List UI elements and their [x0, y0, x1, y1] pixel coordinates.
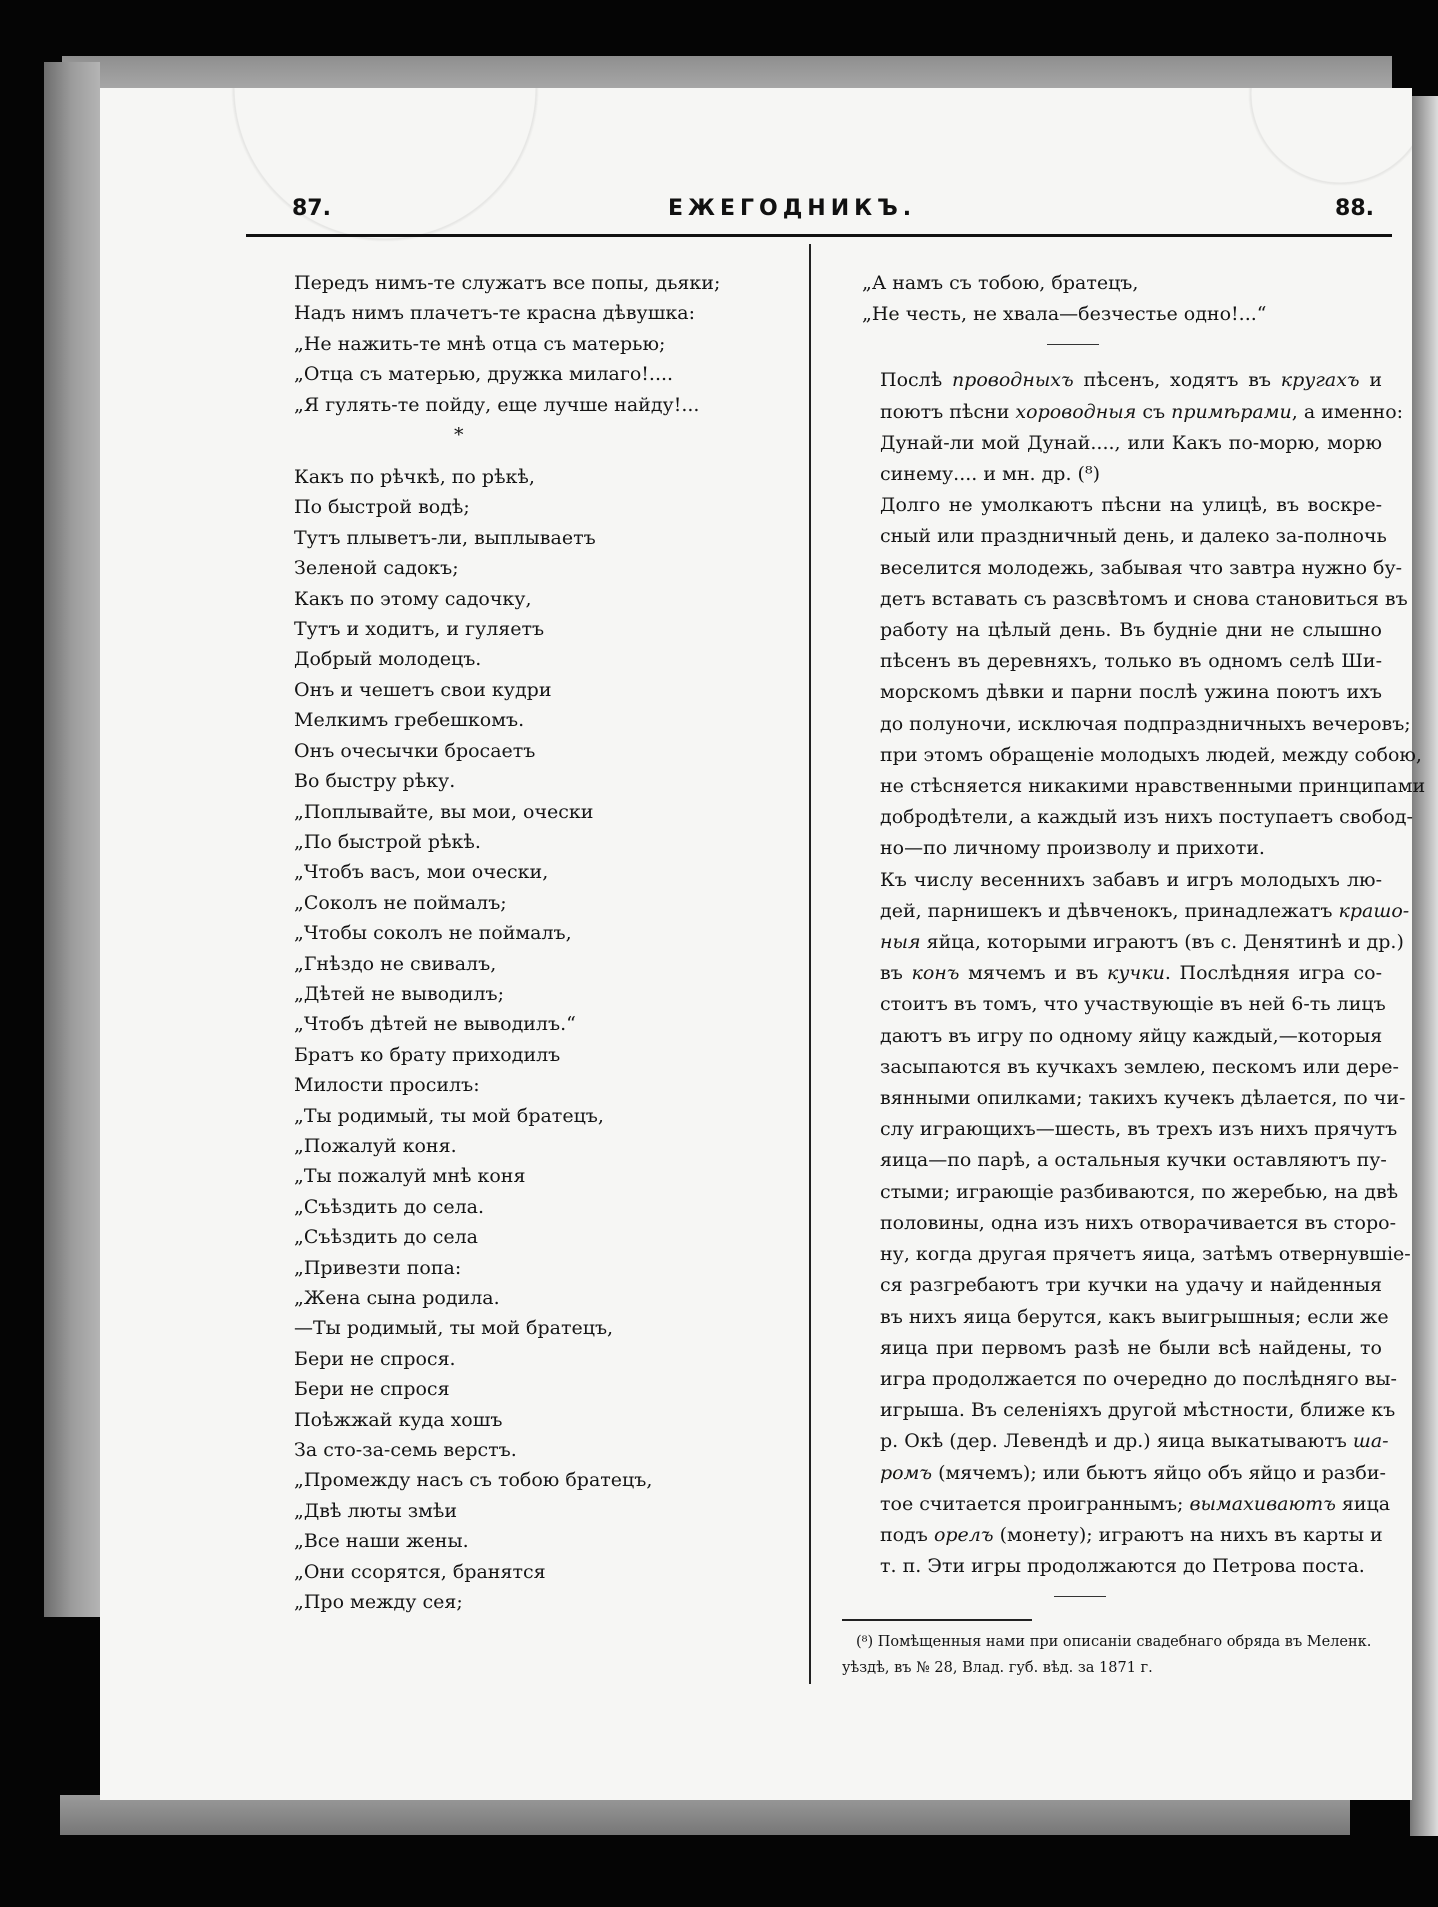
text-line: „Промежду насъ съ тобою братецъ,	[294, 1469, 653, 1492]
text-line: Послѣ проводныхъ пѣсенъ, ходятъ въ кругахъ и	[880, 369, 1382, 392]
text-line: не стѣсняется никакими нравственными принципами	[880, 775, 1426, 798]
italic-term: кучки	[1107, 962, 1165, 985]
text-line: „Чтобъ дѣтей не выводилъ.“	[294, 1013, 576, 1036]
stanza-separator: *	[454, 424, 464, 447]
footnote-marker: (⁸)	[856, 1634, 878, 1651]
italic-term: примѣрами	[1171, 400, 1292, 423]
text-line: Какъ по рѣчкѣ, по рѣкѣ,	[294, 466, 535, 489]
page-number-left: 87.	[292, 196, 331, 221]
text-line: Дунай-ли мой Дунай...., или Какъ по-морю, морю	[880, 431, 1382, 454]
text-line: „Дѣтей не выводилъ;	[294, 982, 505, 1005]
text-line: „Я гулять-те пойду, еще лучше найду!...	[294, 393, 700, 416]
text-line: —Ты родимый, ты мой братецъ,	[294, 1317, 614, 1340]
text-line: р. Окѣ (дер. Левендѣ и др.) яица выкатываютъ ша-	[880, 1430, 1389, 1453]
text-line: „По быстрой рѣкѣ.	[294, 830, 481, 853]
page-number-right: 88.	[1335, 196, 1374, 221]
text-line: Передъ нимъ-те служатъ все попы, дьяки;	[294, 272, 721, 294]
text-line: работу на цѣлый день. Въ будніе дни не слышно	[880, 619, 1382, 642]
text-line: „А намъ съ тобою, братецъ,	[862, 272, 1139, 294]
text-line: поютъ пѣсни хороводныя съ примѣрами, а именно:	[880, 400, 1404, 423]
verse-stanza-1	[294, 268, 794, 420]
text-line: подъ орелъ (монету); играютъ на нихъ въ карты и	[880, 1523, 1383, 1546]
italic-term: ромъ	[880, 1461, 933, 1484]
text-line: „Гнѣздо не свивалъ,	[294, 952, 497, 975]
text-line: „Двѣ люты змѣи	[294, 1499, 458, 1522]
text-line: до полуночи, исключая подпраздничныхъ вечеровъ;	[880, 712, 1411, 735]
text-line: „Чтобъ васъ, мои очески,	[294, 861, 549, 884]
text-line: Бери не спрося	[294, 1378, 450, 1401]
text-line: стыми; играющіе разбиваются, по жеребью, на двѣ	[880, 1180, 1399, 1203]
italic-term: ша-	[1352, 1430, 1389, 1453]
book-cover-top-edge	[62, 56, 1392, 92]
italic-term: крашо-	[1338, 899, 1410, 922]
italic-term: орелъ	[933, 1523, 994, 1546]
text-line: ну, когда другая прячетъ яица, затѣмъ отвернувшіе-	[880, 1243, 1411, 1266]
text-line: стоитъ въ томъ, что участвующіе въ ней 6-ть лицъ	[880, 993, 1386, 1016]
paragraph-round-dance-songs	[842, 365, 1404, 490]
text-line: при этомъ обращеніе молодыхъ людей, между собою,	[880, 743, 1422, 766]
text-line: веселится молодежь, забывая что завтра нужно бу-	[880, 556, 1403, 579]
text-line: даютъ въ игру по одному яйцу каждый,—которыя	[880, 1024, 1383, 1047]
text-line: Бери не спрося.	[294, 1347, 456, 1370]
text-line: тое считается проиграннымъ; вымахиваютъ яица	[880, 1492, 1391, 1515]
text-line: яица—по парѣ, а остальныя кучки оставляютъ пу-	[880, 1149, 1387, 1172]
italic-term: вымахиваютъ	[1189, 1492, 1336, 1515]
verse-stanza-2	[294, 462, 794, 1617]
next-page-edge	[1410, 96, 1438, 1836]
text-line: дей, парнишекъ и дѣвченокъ, принадлежатъ крашо-	[880, 899, 1410, 922]
text-line: „Ты родимый, ты мой братецъ,	[294, 1104, 604, 1127]
text-line: Милости просилъ:	[294, 1074, 480, 1097]
text-line: игра продолжается по очередно до послѣдняго вы-	[880, 1367, 1397, 1390]
footnote-line: (⁸) Помѣщенныя нами при описаніи свадебнаго обряда въ Меленк.	[856, 1634, 1372, 1651]
text-line: ся разгребаютъ три кучки на удачу и найденныя	[880, 1274, 1382, 1297]
text-line: добродѣтели, а каждый изъ нихъ поступаетъ свобод-	[880, 806, 1413, 829]
text-line: детъ вставать съ разсвѣтомъ и снова становиться въ	[880, 587, 1408, 610]
text-line: Долго не умолкаютъ пѣсни на улицѣ, въ воскре-	[880, 494, 1382, 517]
text-line: въ конъ мячемъ и въ кучки. Послѣдняя игра со-	[880, 962, 1383, 985]
text-line: „Не нажить-те мнѣ отца съ матерью;	[294, 332, 666, 355]
text-line: „Они ссорятся, бранятся	[294, 1560, 546, 1583]
text-line: „Съѣздить до села	[294, 1226, 479, 1249]
text-line: „Про между сея;	[294, 1591, 463, 1614]
column-divider	[809, 244, 811, 1684]
text-line: Тутъ и ходитъ, и гуляетъ	[294, 618, 545, 641]
text-line: Мелкимъ гребешкомъ.	[294, 709, 525, 732]
text-line: Поѣжжай куда хошъ	[294, 1408, 503, 1431]
book-cover-bottom-edge	[60, 1795, 1350, 1835]
journal-title: ЕЖЕГОДНИКЪ.	[668, 196, 917, 221]
text-line: Надъ нимъ плачетъ-те красна дѣвушка:	[294, 302, 695, 325]
italic-term: кругахъ	[1280, 369, 1360, 392]
text-line: т. п. Эти игры продолжаются до Петрова поста.	[880, 1555, 1365, 1578]
text-line: Добрый молодецъ.	[294, 648, 482, 671]
text-line: „Соколъ не поймалъ;	[294, 891, 507, 914]
left-column	[294, 268, 794, 1617]
section-rule	[1047, 344, 1099, 345]
text-line: „Привезти попа:	[294, 1256, 462, 1279]
right-column	[842, 268, 1426, 1681]
text-line: пѣсенъ въ деревняхъ, только въ одномъ селѣ Ши-	[880, 650, 1382, 673]
text-line: синему.... и мн. др. (⁸)	[880, 463, 1100, 486]
text-line: „Отца съ матерью, дружка милаго!....	[294, 363, 674, 386]
running-head	[248, 196, 1388, 236]
text-line: ныя яйца, которыми играютъ (въ с. Денятинѣ и др.)	[880, 931, 1404, 954]
italic-term: проводныхъ	[951, 369, 1074, 392]
text-line: вянными опилками; такихъ кучекъ дѣлается, по чи-	[880, 1087, 1406, 1110]
text-line: игрыша. Въ селеніяхъ другой мѣстности, ближе къ	[880, 1399, 1396, 1422]
text-line: ромъ (мячемъ); или бьютъ яйцо объ яйцо и разби-	[880, 1461, 1386, 1484]
text-line: „Не честь, не хвала—безчестье одно!...“	[862, 303, 1267, 326]
text-line: въ нихъ яица берутся, какъ выигрышныя; если же	[880, 1305, 1389, 1328]
paragraph-spring-games	[842, 865, 1411, 1583]
footnote	[842, 1629, 1382, 1681]
text-line: За сто-за-семь верстъ.	[294, 1439, 517, 1462]
text-line: „Ты пожалуй мнѣ коня	[294, 1165, 526, 1188]
text-line: засыпаются въ кучкахъ землею, пескомъ или дере-	[880, 1055, 1399, 1078]
text-line: „Поплывайте, вы мои, очески	[294, 800, 594, 823]
text-line: слу играющихъ—шесть, въ трехъ изъ нихъ прячутъ	[880, 1118, 1398, 1141]
footnote-line: уѣздѣ, въ № 28, Влад. губ. вѣд. за 1871 г.	[842, 1660, 1153, 1677]
verse-ending	[842, 268, 1382, 330]
text-line: По быстрой водѣ;	[294, 496, 470, 519]
text-line: Какъ по этому садочку,	[294, 587, 532, 610]
text-line: Къ числу весеннихъ забавъ и игръ молодыхъ лю-	[880, 868, 1382, 891]
text-line: морскомъ дѣвки и парни послѣ ужина поютъ ихъ	[880, 681, 1382, 704]
paragraph-evening-singing	[842, 490, 1426, 864]
book-cover-left-edge	[44, 62, 100, 1617]
text-line: „Жена сына родила.	[294, 1287, 500, 1309]
text-line: „Пожалуй коня.	[294, 1134, 457, 1157]
text-line: Тутъ плыветъ-ли, выплываетъ	[294, 526, 596, 549]
text-line: сный или праздничный день, и далеко за-полночь	[880, 525, 1387, 548]
text-line: „Съѣздить до села.	[294, 1195, 485, 1218]
text-line: но—по личному произволу и прихоти.	[880, 837, 1265, 860]
italic-term: ныя	[880, 931, 921, 954]
text-line: „Чтобы соколъ не поймалъ,	[294, 922, 572, 945]
section-end-rule	[1054, 1596, 1106, 1597]
italic-term: хороводныя	[1015, 400, 1137, 423]
footnote-rule	[842, 1619, 1032, 1621]
text-line: половины, одна изъ нихъ отворачивается въ сторо-	[880, 1211, 1397, 1234]
italic-term: конъ	[911, 962, 960, 985]
text-line: Онъ очесычки бросаетъ	[294, 739, 536, 762]
text-line: Во быстру рѣку.	[294, 770, 456, 793]
text-line: яица при первомъ разѣ не были всѣ найдены, то	[880, 1336, 1382, 1359]
text-line: Онъ и чешетъ свои кудри	[294, 678, 552, 701]
text-line: Зеленой садокъ;	[294, 557, 459, 580]
text-line: „Все наши жены.	[294, 1530, 469, 1553]
text-line: Братъ ко брату приходилъ	[294, 1043, 561, 1066]
header-rule	[246, 234, 1392, 237]
